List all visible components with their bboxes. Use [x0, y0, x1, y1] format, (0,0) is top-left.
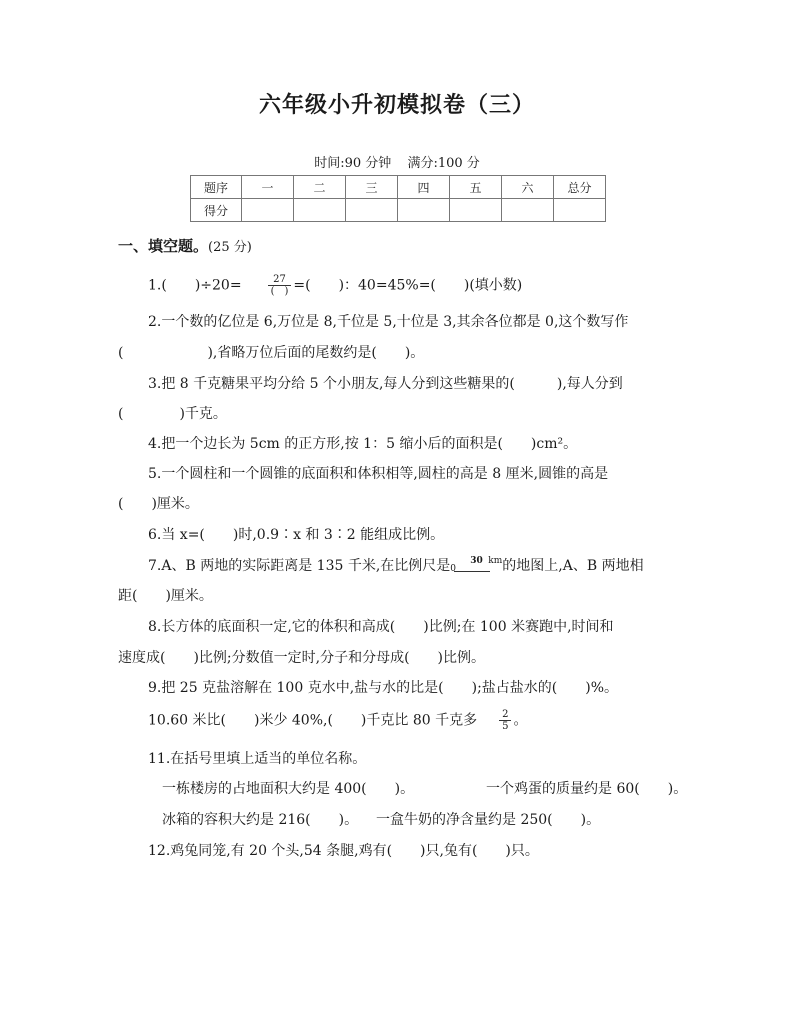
question-11-item-d: 一盒牛奶的净含量约是 250( )。	[376, 812, 601, 828]
question-11: 11.在括号里填上适当的单位名称。	[148, 751, 367, 767]
score-input-cell[interactable]	[346, 199, 398, 222]
score-input-cell[interactable]	[398, 199, 450, 222]
scale-unit: km	[488, 556, 503, 566]
score-table-cell: 六	[502, 176, 554, 199]
fraction-denominator: ( )	[270, 286, 289, 297]
score-table-cell: 四	[398, 176, 450, 199]
score-input-cell[interactable]	[502, 199, 554, 222]
scale-zero: 0	[450, 564, 457, 574]
exam-title: 六年级小升初模拟卷（三）	[258, 93, 535, 118]
question-text: 。	[513, 712, 528, 729]
score-table	[190, 175, 606, 222]
question-text: 的地图上,A、B 两地相	[502, 558, 644, 574]
question-3-line-2: ( )千克。	[118, 406, 227, 422]
section-heading	[118, 235, 252, 256]
fraction-numerator: 2	[499, 709, 511, 721]
question-7-line-2: 距( )厘米。	[118, 588, 213, 604]
score-input-cell[interactable]	[450, 199, 502, 222]
score-table-cell: 题序	[191, 176, 242, 199]
exam-full-score: 满分:100 分	[407, 156, 480, 171]
question-6: 6.当 x=( )时,0.9∶x 和 3∶2 能组成比例。	[148, 527, 445, 543]
score-input-cell[interactable]	[554, 199, 606, 222]
score-input-cell[interactable]	[294, 199, 346, 222]
question-1	[148, 274, 522, 297]
question-2-line-1: 2.一个数的亿位是 6,万位是 8,千位是 5,十位是 3,其余各位都是 0,这个数写作	[148, 314, 629, 330]
fraction	[268, 274, 292, 297]
question-10	[148, 709, 527, 732]
fraction-numerator: 27	[268, 274, 292, 286]
question-7-line-1	[148, 555, 644, 575]
question-8-line-2: 速度成( )比例;分数值一定时,分子和分母成( )比例。	[118, 650, 486, 666]
exam-time: 时间:90 分钟	[314, 156, 392, 171]
exam-info	[0, 152, 794, 171]
section-title: 一、填空题。	[118, 237, 209, 255]
fraction-denominator: 5	[502, 721, 509, 732]
question-12: 12.鸡兔同笼,有 20 个头,54 条腿,鸡有( )只,兔有( )只。	[148, 843, 539, 859]
score-table-cell: 得分	[191, 199, 242, 222]
score-table-cell: 一	[242, 176, 294, 199]
scale-bar	[450, 556, 503, 574]
score-table-cell: 总分	[554, 176, 606, 199]
question-5-line-1: 5.一个圆柱和一个圆锥的底面积和体积相等,圆柱的高是 8 厘米,圆锥的高是	[148, 466, 609, 482]
question-4: 4.把一个边长为 5cm 的正方形,按 1：5 缩小后的面积是( )cm²。	[148, 436, 578, 452]
score-table-header-row	[191, 176, 606, 199]
question-9: 9.把 25 克盐溶解在 100 克水中,盐与水的比是( );盐占盐水的( )%。	[148, 680, 619, 696]
question-text: 10.60 米比( )米少 40%,( )千克比 80 千克多	[148, 712, 478, 729]
question-11-item-b: 一个鸡蛋的质量约是 60( )。	[486, 781, 688, 797]
section-points: (25 分)	[208, 240, 252, 255]
score-input-cell[interactable]	[242, 199, 294, 222]
score-table-cell: 五	[450, 176, 502, 199]
question-8-line-1: 8.长方体的底面积一定,它的体积和高成( )比例;在 100 米赛跑中,时间和	[148, 619, 614, 635]
question-text: =( )：40=45%=( )(填小数)	[293, 277, 523, 294]
fraction	[499, 709, 511, 732]
scale-thirty: 30	[470, 556, 483, 566]
question-2-line-2: ( ),省略万位后面的尾数约是( )。	[118, 345, 425, 361]
question-3-line-1: 3.把 8 千克糖果平均分给 5 个小朋友,每人分到这些糖果的( ),每人分到	[148, 376, 623, 392]
question-text: 1.( )÷20=	[148, 277, 242, 294]
question-5-line-2: ( )厘米。	[118, 496, 199, 512]
scale-line	[454, 571, 490, 572]
question-text: 7.A、B 两地的实际距离是 135 千米,在比例尺是	[148, 558, 451, 574]
score-table-cell: 二	[294, 176, 346, 199]
question-11-item-c: 冰箱的容积大约是 216( )。	[162, 812, 359, 828]
score-table-cell: 三	[346, 176, 398, 199]
question-11-item-a: 一栋楼房的占地面积大约是 400( )。	[162, 781, 415, 797]
score-table-score-row	[191, 199, 606, 222]
